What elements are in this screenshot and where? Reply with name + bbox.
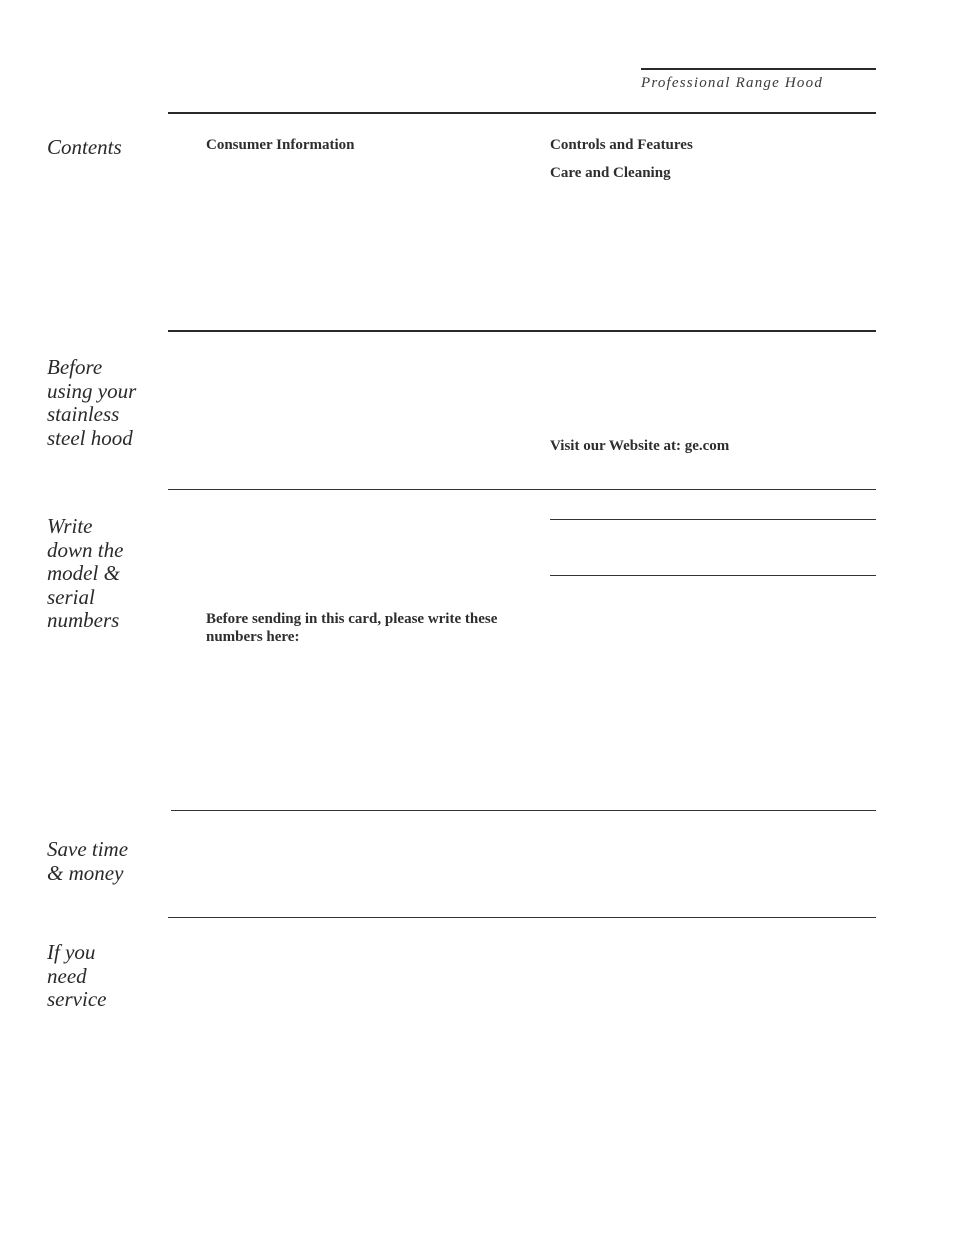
write-down-top-rule bbox=[168, 489, 876, 490]
write-down-title bbox=[47, 515, 162, 633]
contents-title: Contents bbox=[47, 135, 122, 159]
serial-number-field-line[interactable] bbox=[550, 575, 876, 576]
before-using-title-line: using your bbox=[47, 378, 137, 403]
contents-link-care-and-cleaning[interactable]: Care and Cleaning bbox=[550, 165, 671, 181]
save-time-title bbox=[47, 838, 162, 885]
write-down-title-line: numbers bbox=[47, 608, 120, 632]
service-top-rule bbox=[168, 917, 876, 918]
before-using-top-rule bbox=[168, 330, 876, 332]
before-using-title bbox=[47, 356, 162, 450]
save-time-title-line: Save time bbox=[47, 837, 129, 861]
header-rule bbox=[641, 68, 876, 70]
website-text: Visit our Website at: ge.com bbox=[550, 438, 730, 454]
save-time-title-line: & money bbox=[47, 860, 124, 885]
write-down-title-line: Write bbox=[47, 514, 93, 538]
service-title-line: If you bbox=[47, 940, 96, 964]
contents-link-consumer-information[interactable]: Consumer Information bbox=[206, 137, 355, 153]
before-using-title-line: stainless bbox=[47, 402, 120, 426]
contents-link-controls-and-features[interactable]: Controls and Features bbox=[550, 137, 693, 153]
model-number-field-line[interactable] bbox=[550, 519, 876, 520]
service-title-line: service bbox=[47, 987, 107, 1011]
save-time-top-rule bbox=[171, 810, 876, 811]
write-down-title-line: model & bbox=[47, 561, 120, 585]
service-title bbox=[47, 941, 162, 1012]
contents-top-rule bbox=[168, 112, 876, 114]
before-using-title-line: steel hood bbox=[47, 425, 133, 450]
header-title: Professional Range Hood bbox=[641, 75, 824, 91]
write-down-title-line: serial bbox=[47, 584, 95, 609]
before-using-title-line: Before bbox=[47, 355, 103, 379]
write-down-instruction: Before sending in this card, please write these numbers here: bbox=[206, 611, 498, 645]
service-title-line: need bbox=[47, 963, 87, 988]
write-down-title-line: down the bbox=[47, 537, 124, 562]
